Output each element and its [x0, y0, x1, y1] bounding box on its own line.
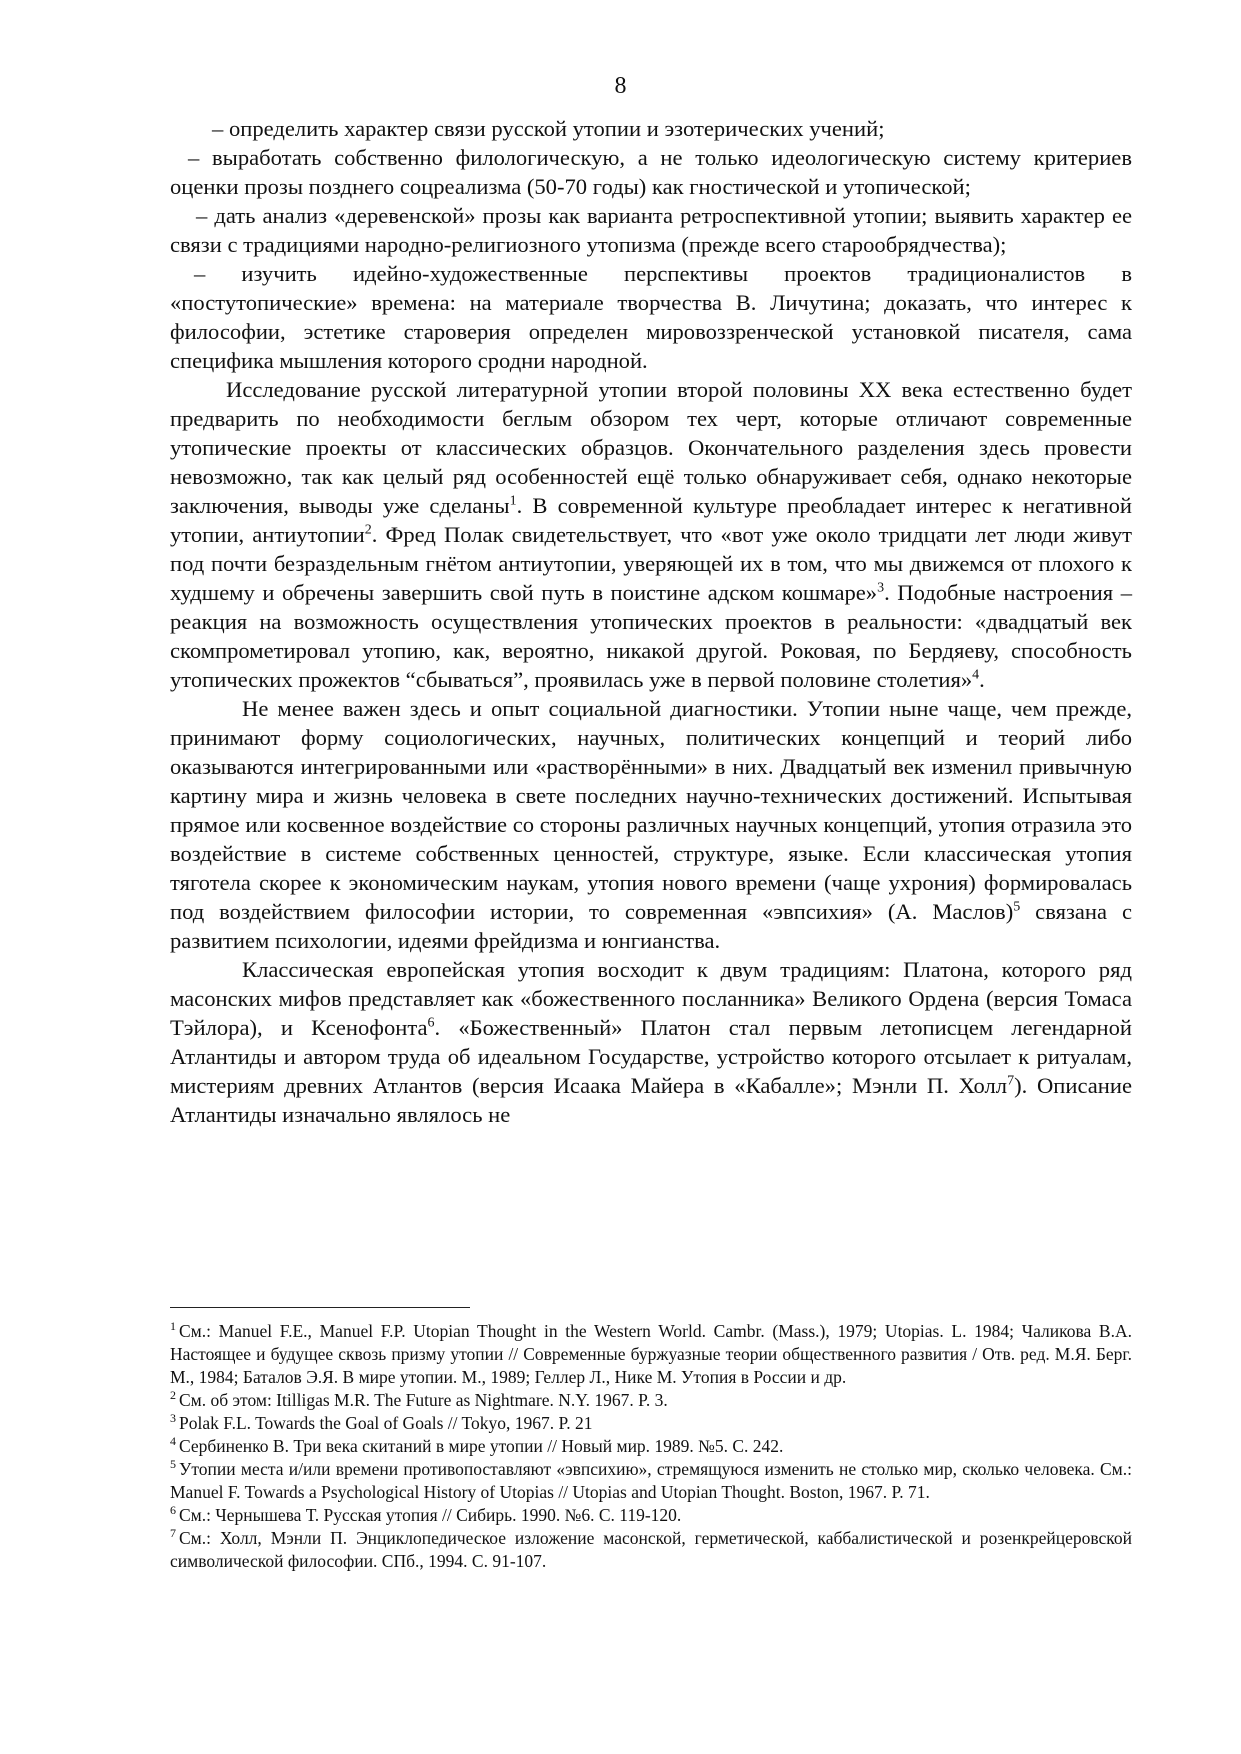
footnote-number: 2 — [170, 1388, 176, 1403]
footnotes — [170, 1320, 1132, 1573]
task-item: – определить характер связи русской утопии и эзотерических учений; — [212, 116, 885, 141]
footnote — [170, 1504, 1132, 1527]
footnote — [170, 1389, 1132, 1412]
footnote-text: Polak F.L. Towards the Goal of Goals // Tokyo, 1967. P. 21 — [179, 1413, 593, 1433]
footnote-number: 1 — [170, 1319, 176, 1334]
text-segment: связана с развитием психологии, идеями фрейдизма и юнгианства. — [170, 899, 1132, 953]
footnote-text: См.: Холл, Мэнли П. Энциклопедическое изложение масонской, герметической, каббалистической и розенкрейцеровской символической философии. СПб., 1994. С. 91-107. — [170, 1528, 1132, 1571]
main-text — [170, 114, 1132, 1129]
footnote-text: См.: Manuel F.E., Manuel F.P. Utopian Thought in the Western World. Cambr. (Mass.), 1979; Utopias. L. 1984; Чаликова В.А. Настоящее и будущее сквозь призму утопии // Современные буржуазные теории общественного развития / Отв. ред. М.Я. Берг. М., 1984; Баталов Э.Я. В мире утопии. М., 1989; Геллер Л., Нике М. Утопия в России и др. — [170, 1321, 1132, 1387]
text-segment: Классическая европейская утопия восходит к двум традициям: Платона, которого ряд масонских мифов представляет как «божественного посланника» Великого Ордена (версия Томаса Тэйлора), и Ксенофонта — [170, 957, 1132, 1040]
footnote-text: Сербиненко В. Три века скитаний в мире утопии // Новый мир. 1989. №5. С. 242. — [179, 1436, 784, 1456]
text-segment: . Фред Полак свидетельствует, что «вот уже около тридцати лет люди живут под почти безраздельным гнётом антиутопии, уверяющей их в том, что мы движемся от плохого к худшему и обречены завершить свой путь в поистине адском кошмаре» — [170, 522, 1132, 605]
task-item: – дать анализ «деревенской» прозы как варианта ретроспективной утопии; выявить характер ее связи с традициями народно-религиозного утопизма (прежде всего старообрядчества); — [170, 203, 1132, 257]
footnote-text: Утопии места и/или времени противопоставляют «эвпсихию», стремящуюся изменить не столько мир, сколько человека. См.: Manuel F. Towards a Psychological History of Utopias // Utopias and Utopian Thought. Boston, 1967. P. 71. — [170, 1459, 1132, 1502]
text-segment: . «Божественный» Платон стал первым летописцем легендарной Атлантиды и автором труда об идеальном Государстве, устройство которого отсылает к ритуалам, мистериям древних Атлантов (версия Исаака Майера в «Кабалле»; Мэнли П. Холл — [170, 1015, 1132, 1098]
footnote-number: 7 — [170, 1526, 176, 1541]
text-segment: . В современной культуре преобладает интерес к негативной утопии, антиутопии — [170, 493, 1132, 547]
text-segment: ). Описание Атлантиды изначально являлось не — [170, 1073, 1132, 1127]
footnote-ref[interactable]: 7 — [1007, 1073, 1015, 1089]
footnote-ref[interactable]: 4 — [972, 667, 980, 683]
text-segment: Не менее важен здесь и опыт социальной диагностики. Утопии ныне чаще, чем прежде, принимают форму социологических, научных, политических концепций и теорий либо оказываются интегрированными или «растворёнными» в них. Двадцатый век изменил привычную картину мира и жизнь человека в свете последних научно-технических достижений. Испытывая прямое или косвенное воздействие со стороны различных научных концепций, утопия отразила это воздействие в системе собственных ценностей, структуре, языке. Если классическая утопия тяготела скорее к экономическим наукам, утопия нового времени (чаще ухрония) формировалась под воздействием философии истории, то современная «эвпсихия» (А. Маслов) — [170, 696, 1132, 924]
footnote-text: См. об этом: Itilligas M.R. The Future as Nightmare. N.Y. 1967. P. 3. — [179, 1390, 668, 1410]
text-segment: . — [979, 667, 985, 692]
footnote-ref[interactable]: 6 — [427, 1015, 435, 1031]
footnote-ref[interactable]: 5 — [1013, 899, 1021, 915]
footnote-ref[interactable]: 2 — [364, 522, 372, 538]
paragraph-utopia-overview — [170, 375, 1132, 694]
footnote-number: 5 — [170, 1457, 176, 1472]
text-segment: Исследование русской литературной утопии второй половины XX века естественно будет предварить по необходимости беглым обзором тех черт, которые отличают современные утопические проекты от классических образцов. Окончательного разделения здесь провести невозможно, так как целый ряд особенностей ещё только обнаруживает себя, однако некоторые заключения, выводы уже сделаны — [170, 377, 1132, 518]
task-item: – изучить идейно-художественные перспективы проектов традиционалистов в «постутопические» времена: на материале творчества В. Личутина; доказать, что интерес к философии, эстетике староверия определен мировоззренческой установкой писателя, сама специфика мышления которого сродни народной. — [170, 261, 1132, 373]
footnote — [170, 1458, 1132, 1504]
footnote-ref[interactable]: 1 — [509, 493, 517, 509]
footnote — [170, 1412, 1132, 1435]
footnote-separator — [170, 1307, 470, 1308]
footnote-number: 4 — [170, 1434, 176, 1449]
footnote-number: 3 — [170, 1411, 176, 1426]
footnote-ref[interactable]: 3 — [877, 580, 885, 596]
page-number: 8 — [614, 73, 627, 99]
footnote-text: См.: Чернышева Т. Русская утопия // Сибирь. 1990. №6. С. 119-120. — [179, 1505, 682, 1525]
footnote — [170, 1435, 1132, 1458]
footnote — [170, 1320, 1132, 1389]
footnote-number: 6 — [170, 1503, 176, 1518]
paragraph-social-diagnostics — [170, 694, 1132, 955]
footnote — [170, 1527, 1132, 1573]
task-item: – выработать собственно филологическую, а не только идеологическую систему критериев оценки прозы позднего соцреализма (50-70 годы) как гностической и утопической; — [170, 145, 1132, 199]
text-segment: . Подобные настроения – реакция на возможность осуществления утопических проектов в реальности: «двадцатый век скомпрометировал утопию, как, вероятно, никакой другой. Роковая, по Бердяеву, способность утопических прожектов “сбываться”, проявилась уже в первой половине столетия» — [170, 580, 1132, 692]
paragraph-classical-utopia — [170, 955, 1132, 1129]
